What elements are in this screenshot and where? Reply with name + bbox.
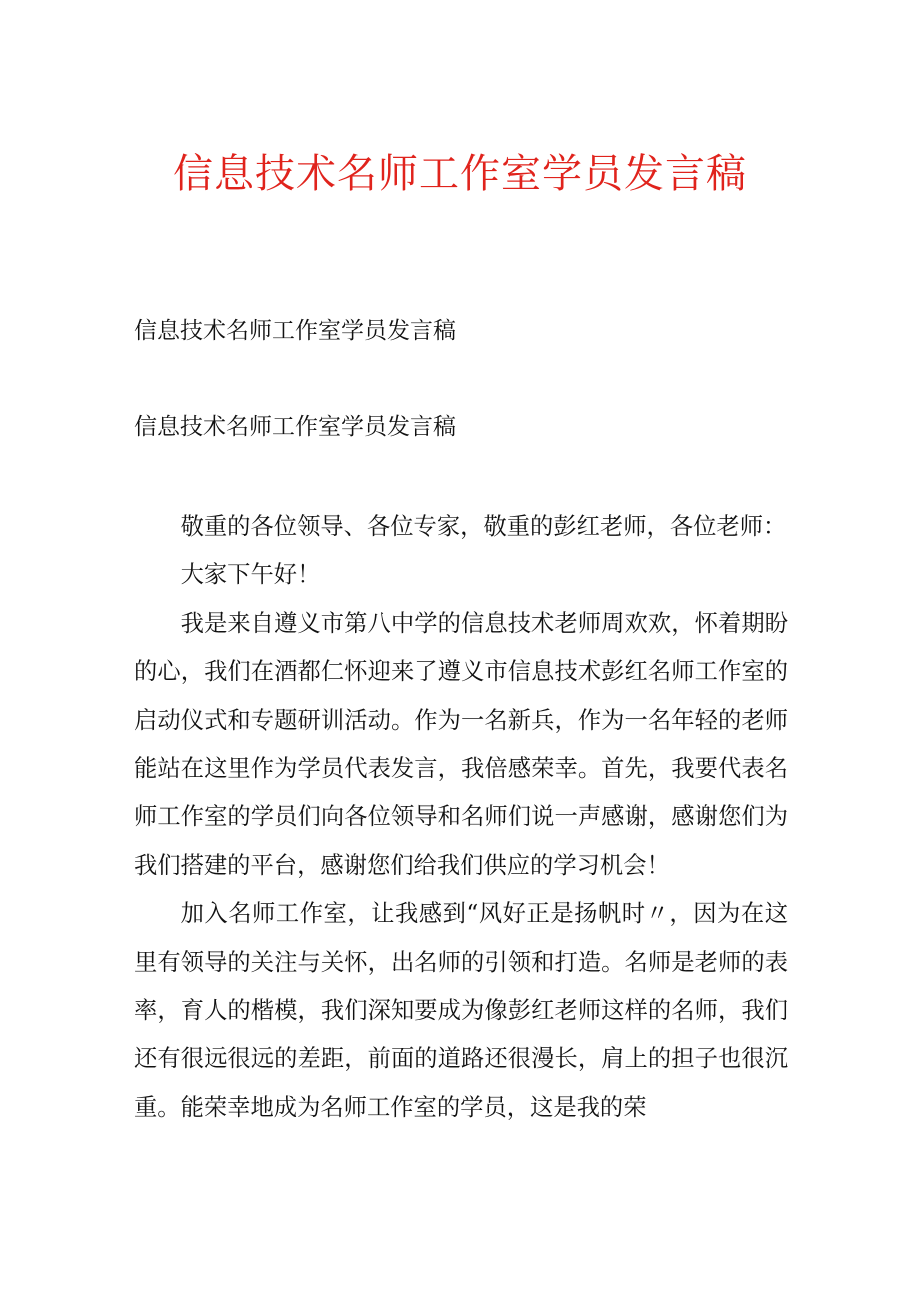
paragraph-greeting: 大家下午好！	[180, 561, 321, 589]
document-title: 信息技术名师工作室学员发言稿	[173, 151, 747, 197]
document-subtitle: 信息技术名师工作室学员发言稿	[134, 414, 456, 440]
document-subtitle: 信息技术名师工作室学员发言稿	[134, 318, 456, 344]
paragraph-joining: 加入名师工作室，让我感到“风好正是扬帆时〃，因为在这里有领导的关注与关怀，出名师的引领和打造。名师是老师的表率，育人的楷模，我们深知要成为像彭红老师这样的名师，我们还有很远很远的差距，前面的道路还很漫长，肩上的担子也很沉重。能荣幸地成为名师工作室的学员，这是我的荣	[134, 900, 788, 1121]
paragraph-salutation: 敬重的各位领导、各位专家，敬重的彭红老师，各位老师：	[180, 513, 787, 540]
paragraph-introduction: 我是来自遵义市第八中学的信息技术老师周欢欢，怀着期盼的心，我们在酒都仁怀迎来了遵义市信息技术彭红名师工作室的启动仪式和专题研训活动。作为一名新兵，作为一名年轻的老师能站在这里作为学员代表发言，我倍感荣幸。首先，我要代表名师工作室的学员们向各位领导和名师们说一声感谢，感谢您们为我们搭建的平台，感谢您们给我们供应的学习机会！	[134, 609, 788, 879]
document-body	[134, 503, 788, 1132]
